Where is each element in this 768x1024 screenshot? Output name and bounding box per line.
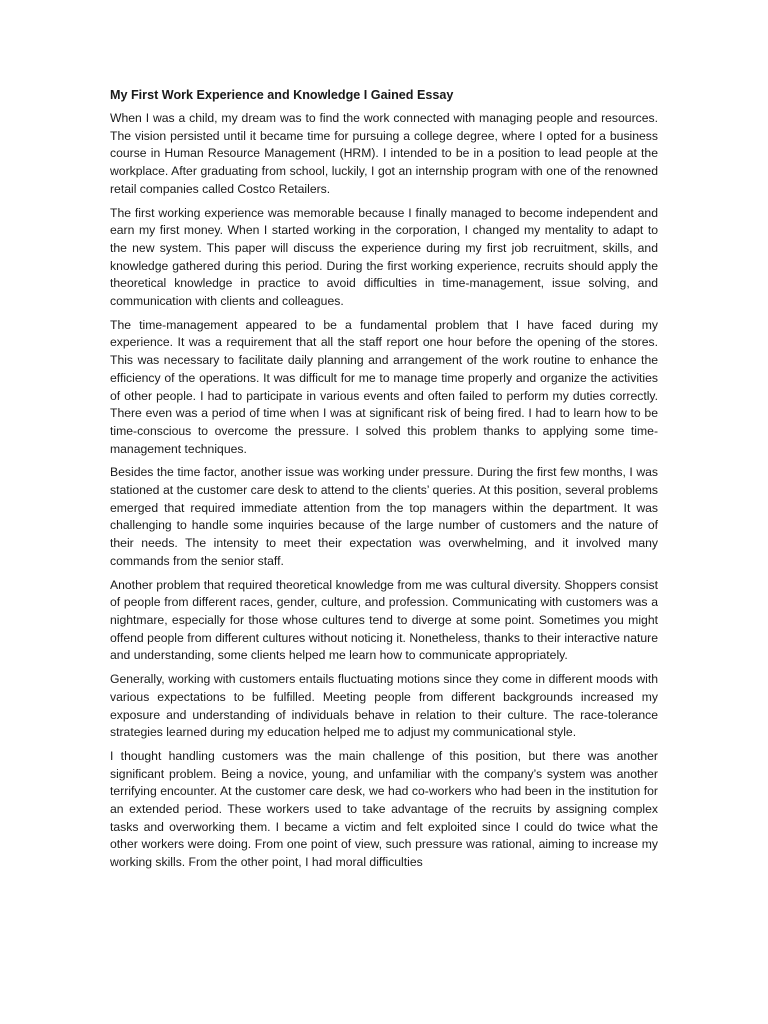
- essay-title: My First Work Experience and Knowledge I Gained Essay: [110, 88, 454, 102]
- paragraph-5: Another problem that required theoretical knowledge from me was cultural diversity. Shoppers consist of people from different races, gender, culture, and profession. Communicating with customers was a nightmare, especially for those whose cultures tend to diverge at some point. Sometimes you might offend people from different cultures without noticing it. Nonetheless, thanks to their interactive nature and understanding, some clients helped me learn how to communicate appropriately.: [110, 577, 658, 663]
- paragraph-7: I thought handling customers was the main challenge of this position, but there was another significant problem. Being a novice, young, and unfamiliar with the company’s system was another terrifying encounter. At the customer care desk, we had co-workers who had been in the institution for an extended period. These workers used to take advantage of the recruits by assigning complex tasks and overworking them. I became a victim and felt exploited since I could do twice what the other workers were doing. From one point of view, such pressure was rational, aiming to increase my working skills. From the other point, I had moral difficulties: [110, 748, 658, 870]
- essay-content: [110, 86, 658, 878]
- paragraph-4: Besides the time factor, another issue was working under pressure. During the first few months, I was stationed at the customer care desk to attend to the clients’ queries. At this position, several problems emerged that required immediate attention from the top managers within the department. It was challenging to handle some inquiries because of the large number of customers and the nature of their needs. The intensity to meet their expectation was overwhelming, and it involved many commands from the senior staff.: [110, 465, 658, 568]
- paragraph-6: Generally, working with customers entails fluctuating motions since they come in different moods with various expectations to be fulfilled. Meeting people from different backgrounds increased my exposure and understanding of individuals behave in relation to their culture. The race-tolerance strategies learned during my education helped me to adjust my communicational style.: [110, 672, 658, 740]
- paragraph-3: The time-management appeared to be a fundamental problem that I have faced during my experience. It was a requirement that all the staff report one hour before the opening of the stores. This was necessary to facilitate daily planning and arrangement of the work routine to enhance the efficiency of the operations. It was difficult for me to manage time properly and organize the activities of other people. I had to participate in various events and often failed to perform my duties correctly. There even was a period of time when I was at significant risk of being fired. I had to learn how to be time-conscious to overcome the pressure. I solved this problem thanks to applying some time-management techniques.: [110, 317, 658, 456]
- paragraph-2: The first working experience was memorable because I finally managed to become independent and earn my first money. When I started working in the corporation, I changed my mentality to adapt to the new system. This paper will discuss the experience during my first job recruitment, skills, and knowledge gathered during this period. During the first working experience, recruits should apply the theoretical knowledge in practice to avoid difficulties in time-management, issue solving, and communication with clients and colleagues.: [110, 205, 658, 309]
- paragraph-1: When I was a child, my dream was to find the work connected with managing people and resources. The vision persisted until it became time for pursuing a college degree, where I opted for a business course in Human Resource Management (HRM). I intended to be in a position to lead people at the workplace. After graduating from school, luckily, I got an internship program with one of the renowned retail companies called Costco Retailers.: [110, 111, 658, 196]
